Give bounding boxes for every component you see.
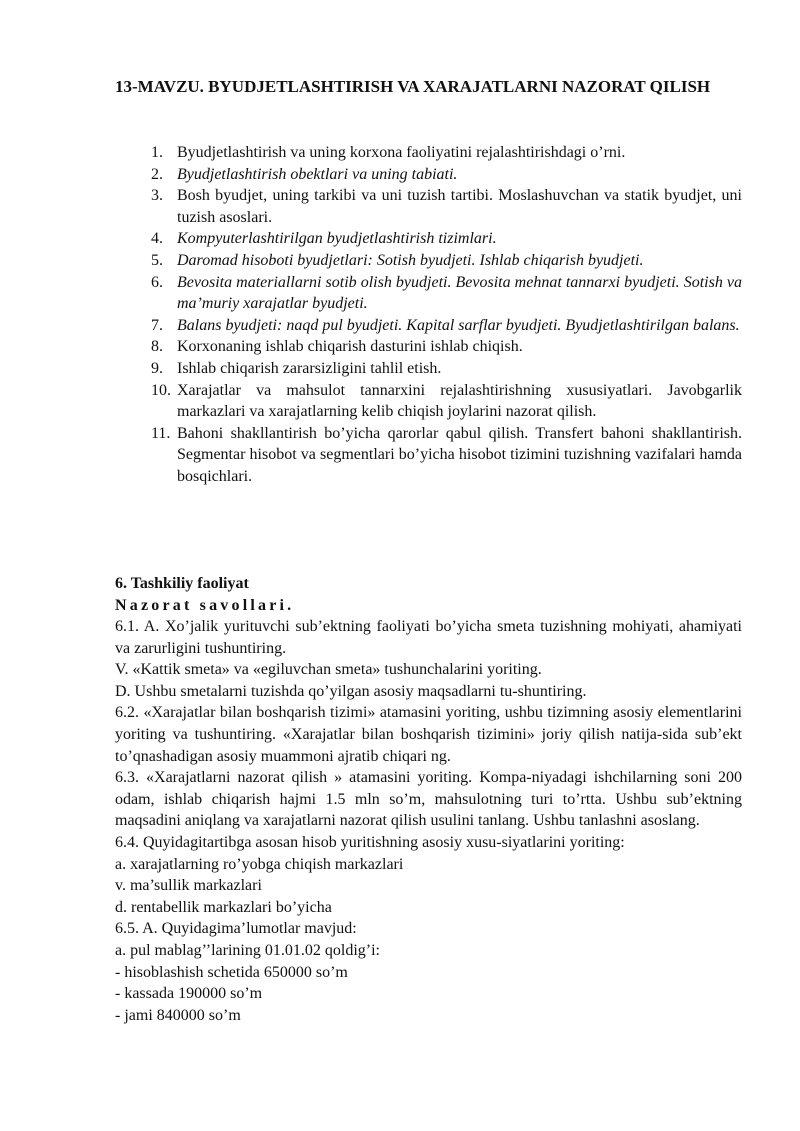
list-item: d. rentabellik markazlari bo’yicha — [115, 898, 332, 916]
topic-item — [151, 142, 742, 164]
topic-number: 8. — [151, 338, 163, 356]
topic-text: Bevosita materiallarni sotib olish byudjeti. Bevosita mehnat tannarxi byudjeti. Sotish va ma’muriy xarajatlar byudjeti. — [177, 273, 742, 313]
list-item: a. xarajatlarning ro’yobga chiqish markazlari — [115, 855, 404, 873]
topic-item — [151, 336, 742, 358]
paragraph: 6.2. «Xarajatlar bilan boshqarish tizimi» atamasini yoriting, ushbu tizimning asosiy elementlarini yoriting va tushuntiring. «Xarajatlar bilan boshqarish tizimini» joriy qilish natija-sida sub’ekt to’qnashadigan asosiy muammoni ajratib chiqari ng. — [115, 704, 742, 765]
paragraph: 6.4. Quyidagitartibga asosan hisob yuritishning asosiy xusu-siyatlarini yoriting: — [115, 833, 625, 851]
topic-text: Daromad hisoboti byudjetlari: Sotish byudjeti. Ishlab chiqarish byudjeti. — [177, 251, 644, 269]
topic-number: 2. — [151, 165, 163, 183]
topic-text: Bosh byudjet, uning tarkibi va uni tuzish tartibi. Moslashuvchan va statik byudjet, uni tuzish asoslari. — [177, 187, 742, 226]
topic-text: Byudjetlashtirish obektlari va uning tabiati. — [177, 165, 458, 183]
paragraph: 6.3. «Xarajatlarni nazorat qilish » atamasini yoriting. Kompa-niyadagi ishchilarning soni 200 odam, ishlab chiqarish hajmi 1.5 mln so’m, mahsulotning turi to’rtta. Ushbu sub’ektning maqsadini aniqlang va xarajatlarni nazorat qilish usulini tanlang. Ushbu tanlashni asoslang. — [115, 769, 742, 830]
topic-number: 1. — [151, 144, 163, 161]
list-item: - kassada 190000 so’m — [115, 985, 263, 1003]
list-item: - jami 840000 so’m — [115, 1006, 241, 1024]
paragraph: D. Ushbu smetalarni tuzishda qo’yilgan asosiy maqsadlarni tu-shuntiring. — [115, 682, 587, 700]
topic-text: Balans byudjeti: naqd pul byudjeti. Kapital sarflar byudjeti. Byudjetlashtirilgan balans. — [177, 316, 740, 334]
paragraph: 6.5. A. Quyidagima’lumotlar mavjud: — [115, 920, 357, 938]
topic-number: 11. — [151, 424, 171, 442]
section-title: 6. Tashkiliy faoliyat — [115, 575, 249, 592]
topic-text: Xarajatlar va mahsulot tannarxini rejalashtirishning xususiyatlari. Javobgarlik markazlari va xarajatlarning kelib chiqish joylarini nazorat qilish. — [177, 381, 742, 421]
topic-item — [151, 250, 742, 272]
topic-text: Korxonaning ishlab chiqarish dasturini ishlab chiqish. — [177, 338, 523, 356]
topic-text: Kompyuterlashtirilgan byudjetlashtirish tizimlari. — [177, 230, 497, 248]
topic-item — [151, 164, 742, 186]
topic-number: 10. — [151, 381, 171, 399]
topic-item — [151, 315, 742, 337]
list-item: v. ma’sullik markazlari — [115, 877, 262, 895]
topic-number: 3. — [151, 187, 163, 205]
topic-item — [151, 272, 742, 315]
topic-number: 7. — [151, 316, 163, 334]
topic-number: 6. — [151, 273, 163, 291]
page-title: 13-MAVZU. BYUDJETLASHTIRISH VA XARAJATLARNI NAZORAT QILISH — [115, 77, 711, 96]
topic-number: 5. — [151, 251, 163, 269]
topic-item — [151, 228, 742, 250]
questions-heading: Nazorat savollari. — [115, 597, 295, 614]
questions-body — [115, 616, 742, 1026]
topic-item — [151, 358, 742, 380]
topic-item — [151, 423, 742, 488]
paragraph: V. «Kattik smeta» va «egiluvchan smeta» tushunchalarini yoriting. — [115, 661, 542, 679]
topic-number: 9. — [151, 359, 163, 377]
topic-text: Byudjetlashtirish va uning korxona faoliyatini rejalashtirishdagi o’rni. — [177, 144, 626, 161]
topic-number: 4. — [151, 230, 163, 248]
topic-item — [151, 380, 742, 423]
topic-text: Bahoni shakllantirish bo’yicha qarorlar qabul qilish. Transfert bahoni shakllantirish. Segmentar hisobot va segmentlari bo’yicha hisobot tizimini tuzishning vazifalari hamda bosqichlari. — [177, 424, 742, 485]
topic-list — [151, 142, 742, 488]
topic-text: Ishlab chiqarish zararsizligini tahlil etish. — [177, 359, 442, 377]
paragraph: 6.1. A. Xo’jalik yurituvchi sub’ektning faoliyati bo’yicha smeta tuzishning mohiyati, ahamiyati va zarurligini tushuntiring. — [115, 618, 742, 657]
topic-item — [151, 185, 742, 228]
list-item: a. pul mablag’’larining 01.01.02 qoldig’i: — [115, 941, 380, 959]
list-item: - hisoblashish schetida 650000 so’m — [115, 963, 348, 981]
